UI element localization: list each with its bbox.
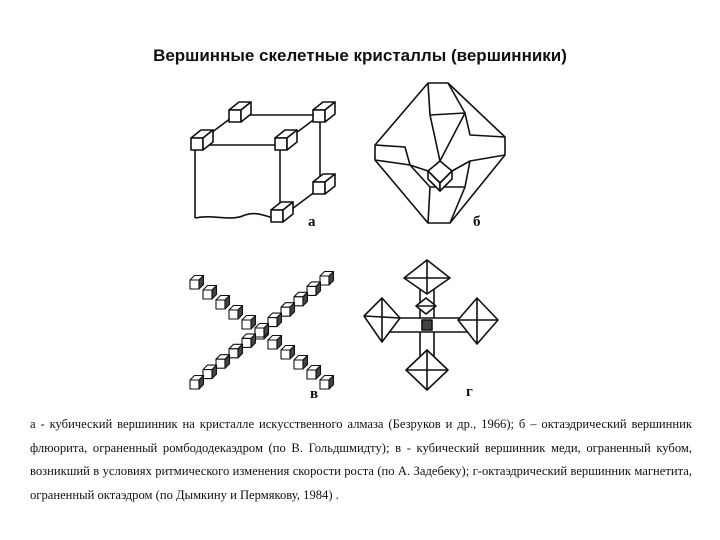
copper-cube-step <box>320 272 334 286</box>
slide-title: Вершинные скелетные кристаллы (вершинники) <box>153 46 567 65</box>
copper-cube-step <box>294 292 308 306</box>
corner-cube-bottom-mid <box>271 202 293 222</box>
figure-b-label: б <box>473 214 481 230</box>
copper-cube-step <box>242 316 256 330</box>
figure-g-label: г <box>466 384 473 400</box>
copper-cube-step <box>203 365 217 379</box>
copper-cube-step <box>307 366 321 380</box>
copper-cube-step <box>255 324 269 338</box>
corner-cube-top-left <box>191 130 213 150</box>
copper-cube-step <box>190 376 204 390</box>
copper-cube-step <box>229 344 243 358</box>
copper-cube-step <box>190 276 204 290</box>
copper-skeletal-drawing <box>180 262 345 392</box>
copper-cube-step <box>320 376 334 390</box>
corner-cube-bottom-right <box>313 174 335 194</box>
figure-caption: а - кубический вершинник на кристалле искусственного алмаза (Безруков и др., 1966); б – октаэдрический вершинник флюорита, ограненный ромбододекаэдром (по В. Гольдшмидту); в - кубический вершинник меди, ограненный кубом, возникший в условиях ритмического изменения скорости роста (по А. Задебеку); г-октаэдрический вершинник магнетита, ограненный октаэдром (по Дымкину и Пермякову, 1984) . <box>30 417 692 502</box>
magnetite-crystal-drawing <box>362 258 502 393</box>
copper-cube-step <box>203 286 217 300</box>
copper-cube-step <box>307 282 321 296</box>
cubic-crystal-drawing <box>185 100 335 230</box>
copper-cube-step <box>229 306 243 320</box>
figure-a-label: а <box>308 214 316 230</box>
copper-cube-step <box>242 334 256 348</box>
figure-v-label: в <box>310 386 319 402</box>
copper-cube-step <box>281 346 295 360</box>
copper-cube-step <box>281 303 295 317</box>
figure-b-octahedral-vertex-crystal <box>370 75 510 235</box>
copper-cube-step <box>294 356 308 370</box>
octahedral-crystal-drawing <box>370 75 510 235</box>
copper-cube-step <box>268 336 282 350</box>
corner-cube-top-back <box>229 102 251 122</box>
corner-cube-top-right <box>313 102 335 122</box>
figure-a-cubic-vertex-crystal <box>185 100 335 230</box>
corner-cube-top-mid <box>275 130 297 150</box>
figure-v-copper-skeletal-crystal <box>180 262 345 402</box>
figure-g-magnetite-octahedral-crystal <box>362 258 502 408</box>
copper-cube-step <box>216 296 230 310</box>
copper-cube-step <box>268 313 282 327</box>
copper-cube-step <box>216 355 230 369</box>
